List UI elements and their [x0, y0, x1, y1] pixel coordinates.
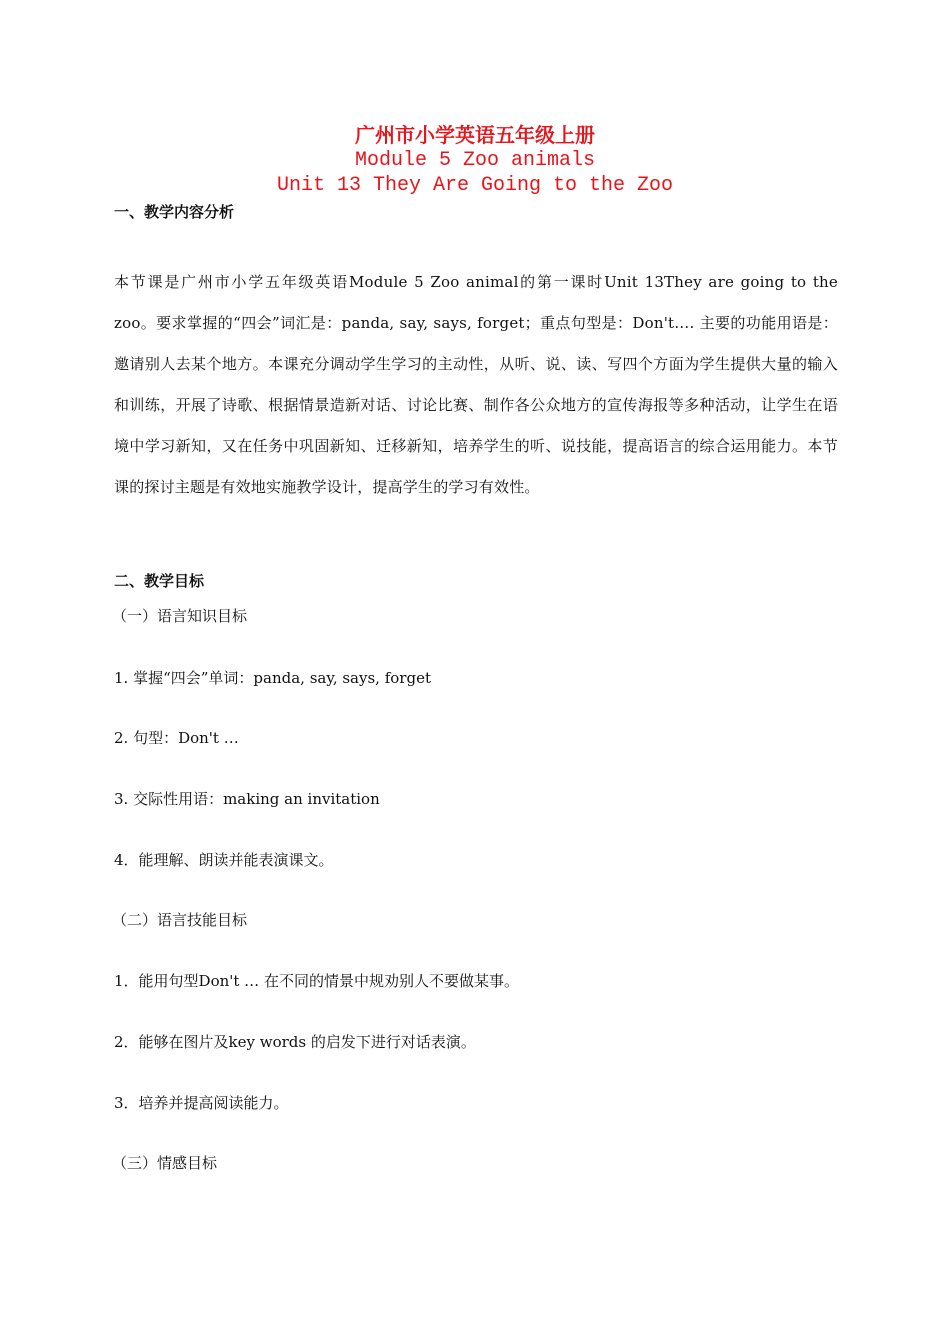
section2-heading: 二、教学目标 [114, 572, 205, 590]
subsection-language-knowledge: （一）语言知识目标 [112, 607, 248, 625]
list-item: 3．培养并提高阅读能力。 [114, 1094, 289, 1112]
list-item: 4．能理解、朗读并能表演课文。 [114, 851, 334, 869]
title-module: Module 5 Zoo animals [354, 149, 596, 172]
document-title-block [0, 122, 950, 198]
list-item: 2．能够在图片及key words 的启发下进行对话表演。 [114, 1033, 476, 1051]
title-chinese: 广州市小学英语五年级上册 [355, 123, 595, 147]
list-item: 2. 句型：Don't … [114, 729, 239, 747]
subsection-language-skills: （二）语言技能目标 [112, 911, 248, 929]
title-unit: Unit 13 They Are Going to the Zoo [276, 174, 674, 197]
list-item: 1. 掌握“四会”单词：panda, say, says, forget [114, 669, 431, 687]
list-item: 3. 交际性用语：making an invitation [114, 790, 380, 808]
list-item: 1．能用句型Don't … 在不同的情景中规劝别人不要做某事。 [114, 972, 519, 990]
subsection-emotional-goals: （三）情感目标 [112, 1154, 218, 1172]
section1-heading: 一、教学内容分析 [114, 203, 235, 221]
section1-paragraph: 本节课是广州市小学五年级英语Module 5 Zoo animal的第一课时Unit 13They are going to the zoo。要求掌握的“四会”词汇是：panda, say, says, forget；重点句型是：Don't…. 主要的功能用语是：邀请别人去某个地方。本课充分调动学生学习的主动性，从听、说、读、写四个方面为学生提供大量的输入和训练，开展了诗歌、根据情景造新对话、讨论比赛、制作各公众地方的宣传海报等多种活动，让学生在语境中学习新知，又在任务中巩固新知、迁移新知，培养学生的听、说技能，提高语言的综合运用能力。本节课的探讨主题是有效地实施教学设计，提高学生的学习有效性。 [114, 273, 838, 496]
